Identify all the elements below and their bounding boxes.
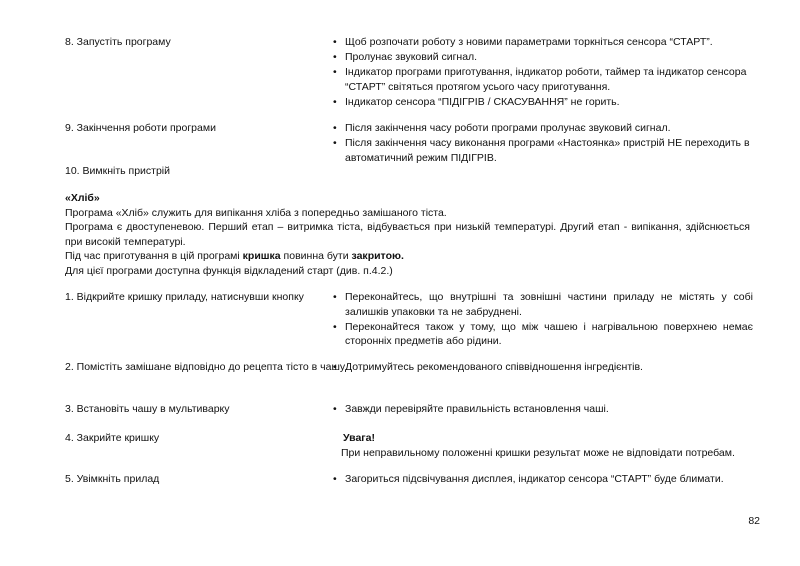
list-item: • Щоб розпочати роботу з новими параметрами торкніться сенсора “СТАРТ”. (333, 35, 753, 50)
list-item: • Індикатор програми приготування, індикатор роботи, таймер та індикатор сенсора “СТАРТ” світяться протягом усього часу приготування. (333, 65, 753, 94)
step-1-label: 1. Відкрийте кришку приладу, натиснувши кнопку (65, 291, 304, 303)
step-1-bullets (333, 290, 753, 349)
list-item: • Після закінчення часу виконання програми «Настоянка» пристрій НЕ переходить в автоматичний режим ПІДІГРІВ. (333, 136, 753, 165)
page-number: 82 (748, 515, 760, 527)
bread-stages: Програма є двоступеневою. Перший етап – витримка тіста, відбувається при низькій температурі. Другий етап - випікання, здійснюється при високій температурі. (65, 221, 750, 248)
step-4-label: 4. Закрийте кришку (65, 432, 160, 444)
list-item: • Дотримуйтесь рекомендованого співвідношення інгредієнтів. (333, 360, 753, 375)
step-9-label: 9. Закінчення роботи програми (65, 122, 216, 134)
bread-delay-note: Для цієї програми доступна функція відкладений старт (див. п.4.2.) (65, 264, 393, 277)
step-3-label: 3. Встановіть чашу в мультиварку (65, 403, 230, 415)
warning-title: Увага! (343, 432, 375, 444)
step-4-warning (343, 431, 753, 460)
list-item: • Індикатор сенсора “ПІДІГРІВ / СКАСУВАННЯ” не горить. (333, 95, 753, 110)
warning-text: При неправильному положенні кришки результат може не відповідати потребам. (341, 446, 735, 459)
step-2-label: 2. Помістіть замішане відповідно до рецепта тісто в чашу (65, 361, 346, 373)
step-8-label: 8. Запустіть програму (65, 36, 171, 48)
step-10-label: 10. Вимкніть пристрій (65, 165, 171, 177)
bread-title: «Хліб» (65, 192, 100, 204)
step-2-bullets (333, 360, 753, 375)
list-item: • Після закінчення часу роботи програми пролунає звуковий сигнал. (333, 121, 753, 136)
step-5-bullets (333, 472, 753, 487)
step-5-label: 5. Увімкніть прилад (65, 473, 160, 485)
list-item: • Переконайтеся також у тому, що між чашею і нагрівальною поверхнею немає сторонніх предметів або рідини. (333, 320, 753, 349)
list-item: • Переконайтесь, що внутрішні та зовнішні частини приладу не містять у собі залишків упаковки та не забруднені. (333, 290, 753, 319)
step-3-bullets (333, 402, 753, 417)
bread-intro: Програма «Хліб» служить для випікання хліба з попередньо замішаного тіста. (65, 206, 447, 219)
bread-lid-note: Під час приготування в цій програмі кришка повинна бути закритою. (65, 250, 404, 262)
list-item: • Завжди перевіряйте правильність встановлення чаші. (333, 402, 753, 417)
list-item: • Загориться підсвічування дисплея, індикатор сенсора “СТАРТ” буде блимати. (333, 472, 753, 487)
bread-section (65, 191, 750, 278)
step-9-bullets (333, 121, 753, 166)
list-item: • Пролунає звуковий сигнал. (333, 50, 753, 65)
step-8-bullets (333, 35, 753, 110)
